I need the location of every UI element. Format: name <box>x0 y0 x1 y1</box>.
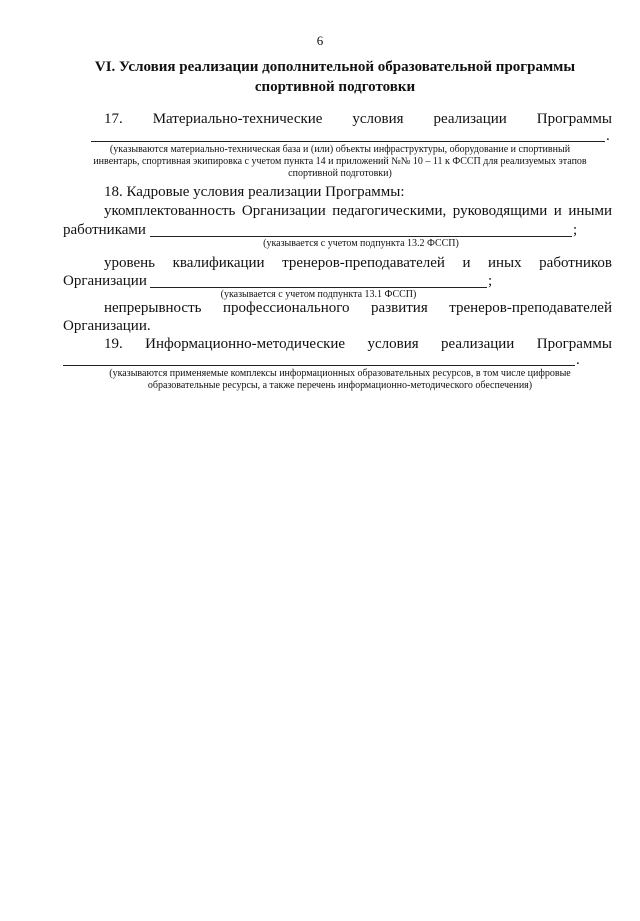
item17-note <box>60 144 620 180</box>
item17-note-line2: инвентарь, спортивная экипировка с учетом пункта 14 и приложений №№ 10 – 11 к ФССП для реализуемых этапов <box>93 156 587 167</box>
item18-qual-punct: ; <box>488 273 493 289</box>
item18-qual-word: иных <box>488 255 522 271</box>
item18-title: 18. Кадровые условия реализации Программы: <box>104 184 405 200</box>
section-heading <box>70 57 600 97</box>
item19-end-punct: . <box>576 352 580 368</box>
item17-word: Программы <box>536 111 612 127</box>
item18-qual-line2: Организации <box>63 273 147 289</box>
section-heading-line2: спортивной подготовки <box>254 79 416 95</box>
item18-cont-word: тренеров-преподавателей <box>449 300 612 316</box>
item17-note-line3: спортивной подготовки) <box>288 168 392 179</box>
item18-qual-word: уровень <box>104 255 156 271</box>
item18-qual-line1 <box>104 254 612 272</box>
item18-staffing-note: (указывается с учетом подпункта 13.2 ФССП) <box>263 238 459 249</box>
item18-cont-word: непрерывность <box>104 300 202 316</box>
item18-cont-word: развития <box>371 300 428 316</box>
item19-note <box>60 368 620 392</box>
item17-word: условия <box>352 111 404 127</box>
item19-fill-rule <box>63 365 575 366</box>
item18-cont-line1 <box>104 299 612 317</box>
item17-note-line1: (указываются материально-техническая база и (или) объекты инфраструктуры, оборудование и спортивный <box>109 144 571 155</box>
item19-word: реализации <box>441 336 515 352</box>
item19-word: Информационно-методические <box>145 336 346 352</box>
item17-word: 17. <box>104 111 123 127</box>
item19-word: Программы <box>536 336 612 352</box>
item18-qual-word: работников <box>539 255 612 271</box>
item18-staffing-line1: укомплектованность Организации педагогическими, руководящими и иными <box>104 203 612 219</box>
item19-word: 19. <box>104 336 123 352</box>
item19-note-line2: образовательные ресурсы, а также перечень информационно-методического обеспечения) <box>147 380 533 391</box>
item18-cont-line2: Организации. <box>63 318 151 334</box>
item17-fill-rule <box>91 141 605 142</box>
item18-cont-word: профессионального <box>222 300 350 316</box>
item17-end-punct: . <box>606 128 610 144</box>
item19-note-line1: (указываются применяемые комплексы информационных образовательных ресурсов, в том числе цифровые <box>109 368 571 379</box>
item19-line <box>104 335 612 353</box>
item18-staffing-fill-rule <box>150 236 572 237</box>
item19-word: условия <box>367 336 419 352</box>
item18-staffing-punct: ; <box>573 222 578 238</box>
item18-qual-word: квалификации <box>172 255 265 271</box>
section-heading-line1: VI. Условия реализации дополнительной образовательной программы <box>94 59 576 75</box>
item17-word: реализации <box>433 111 507 127</box>
item17-line <box>104 110 612 128</box>
item18-qual-word: тренеров-преподавателей <box>282 255 445 271</box>
item17-word: Материально-технические <box>152 111 323 127</box>
item18-qual-word: и <box>462 255 471 271</box>
item18-staffing-line2: работниками <box>63 222 146 238</box>
item18-qual-fill-rule <box>150 287 487 288</box>
item18-qual-note: (указывается с учетом подпункта 13.1 ФССП) <box>220 289 417 300</box>
page-number: 6 <box>316 33 324 48</box>
